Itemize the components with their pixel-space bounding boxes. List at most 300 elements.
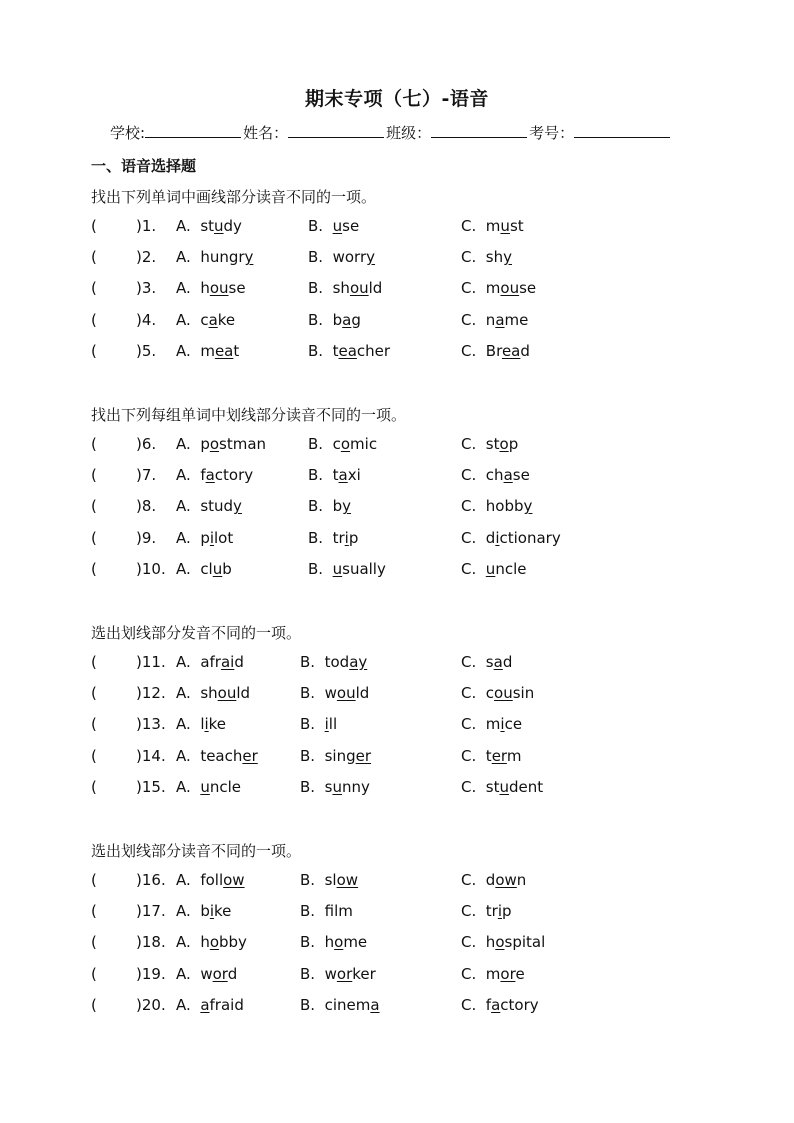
word-fragment: m [485, 279, 501, 298]
underlined-letters: u [332, 217, 343, 235]
name-field [243, 122, 386, 143]
option-letter: C. [461, 902, 477, 921]
option-c [461, 279, 536, 297]
answer-paren[interactable]: ( [91, 933, 97, 952]
option-letter: A. [176, 248, 191, 267]
underlined-letters: a [503, 466, 513, 485]
word-fragment: d [502, 653, 513, 671]
option-letter: B. [308, 528, 324, 547]
option-c [461, 715, 522, 733]
word-fragment: cinem [324, 995, 371, 1014]
question-row [0, 435, 794, 459]
option-a [176, 933, 247, 951]
word-fragment: ld [355, 684, 370, 703]
word-fragment: p [348, 528, 359, 547]
question-number: )18. [136, 933, 166, 952]
class-field [386, 122, 529, 143]
word-fragment: se [228, 279, 246, 298]
answer-paren[interactable]: ( [91, 559, 97, 578]
question-number: )14. [136, 746, 166, 765]
exam-number-blank[interactable] [574, 123, 670, 138]
option-letter: A. [176, 871, 191, 889]
option-letter: A. [176, 653, 191, 671]
option-letter: C. [461, 497, 477, 516]
option-letter: B. [308, 466, 324, 485]
underlined-letters: u [332, 777, 342, 796]
option-letter: A. [176, 902, 191, 921]
answer-paren[interactable]: ( [91, 653, 97, 671]
option-letter: B. [308, 497, 324, 516]
word-fragment: se [519, 279, 537, 298]
option-a [176, 217, 242, 235]
option-a [176, 684, 250, 702]
question-number: )9. [136, 528, 157, 547]
option-letter: C. [461, 777, 477, 796]
option-c [461, 902, 512, 920]
answer-paren[interactable]: ( [91, 871, 97, 889]
option-letter: A. [176, 559, 191, 578]
word-fragment: h [200, 279, 210, 298]
option-letter: A. [176, 777, 191, 796]
word-fragment: ch [485, 466, 504, 485]
option-letter: C. [461, 995, 477, 1014]
option-b [300, 778, 370, 796]
option-a [176, 965, 237, 983]
underlined-letters: i [497, 902, 503, 921]
option-b [308, 342, 390, 360]
option-c [461, 217, 524, 235]
word-fragment: stud [200, 497, 234, 516]
word-fragment: p [200, 528, 210, 547]
option-c [461, 497, 532, 515]
word-fragment: sh [332, 279, 350, 298]
word-fragment: hungr [200, 248, 245, 267]
underlined-letters: a [491, 995, 501, 1014]
option-b [300, 747, 371, 765]
option-letter: B. [300, 871, 316, 889]
option-letter: A. [176, 497, 191, 516]
question-row [0, 933, 794, 957]
word-fragment: g [351, 310, 361, 329]
option-a [176, 466, 253, 484]
word-fragment: b [222, 559, 232, 578]
question-row [0, 747, 794, 771]
option-b [300, 653, 367, 671]
underlined-letters: a [495, 310, 505, 329]
word-fragment: c [485, 684, 495, 703]
question-row [0, 871, 794, 895]
underlined-letters: i [324, 715, 329, 734]
name-blank[interactable] [288, 123, 384, 138]
answer-paren[interactable]: ( [91, 341, 97, 360]
option-letter: A. [176, 310, 191, 329]
underlined-letters: a [208, 310, 218, 329]
underlined-letters: ea [214, 341, 234, 360]
word-fragment: mic [350, 435, 378, 453]
option-letter: A. [176, 528, 191, 547]
underlined-letters: ou [500, 279, 520, 298]
option-c [461, 248, 512, 266]
underlined-letters: ow [223, 871, 245, 889]
word-fragment: ld [368, 279, 383, 298]
option-a [176, 435, 266, 453]
underlined-letters: o [340, 435, 351, 453]
option-c [461, 965, 525, 983]
underlined-letters: ay [349, 653, 368, 671]
underlined-letters: i [209, 528, 215, 547]
school-label: 学校: [110, 124, 146, 142]
option-letter: A. [176, 964, 191, 983]
option-letter: B. [300, 902, 316, 921]
underlined-letters: a [493, 653, 503, 671]
question-number: )10. [136, 559, 166, 578]
student-info-row [110, 122, 672, 143]
word-fragment: m [485, 217, 501, 235]
option-letter: C. [461, 746, 477, 765]
option-b [308, 217, 359, 235]
section-instruction: 选出划线部分发音不同的一项。 [91, 624, 302, 642]
question-number: )15. [136, 777, 166, 796]
question-row [0, 996, 794, 1020]
question-row [0, 529, 794, 553]
answer-paren[interactable]: ( [91, 777, 97, 796]
word-fragment: ke [217, 310, 236, 329]
word-fragment: b [200, 902, 210, 921]
underlined-letters: ou [217, 684, 237, 703]
option-c [461, 778, 543, 796]
option-letter: C. [461, 653, 477, 671]
option-c [461, 933, 545, 951]
option-letter: C. [461, 435, 477, 453]
word-fragment: cher [356, 341, 391, 360]
option-b [300, 871, 358, 889]
word-fragment: st [200, 217, 215, 235]
underlined-letters: o [209, 933, 220, 952]
word-fragment: fraid [209, 995, 244, 1014]
option-letter: C. [461, 559, 477, 578]
word-fragment: st [485, 777, 500, 796]
option-letter: A. [176, 466, 191, 485]
question-number: )16. [136, 871, 166, 889]
option-letter: A. [176, 684, 191, 703]
word-fragment: w [200, 964, 213, 983]
question-row [0, 902, 794, 926]
option-a [176, 902, 231, 920]
question-row [0, 466, 794, 490]
question-row [0, 497, 794, 521]
word-fragment: Br [485, 341, 502, 360]
word-fragment: t [332, 341, 339, 360]
option-a [176, 529, 233, 547]
option-letter: B. [300, 995, 316, 1014]
option-letter: B. [308, 248, 324, 267]
word-fragment: xi [347, 466, 361, 485]
name-label: 姓名： [243, 124, 289, 142]
word-fragment: f [200, 466, 206, 485]
option-letter: B. [300, 777, 316, 796]
word-fragment: b [332, 497, 343, 516]
question-row [0, 560, 794, 584]
option-letter: C. [461, 341, 477, 360]
word-fragment: st [509, 217, 524, 235]
word-fragment: f [485, 995, 492, 1014]
question-number: )4. [136, 310, 157, 329]
word-fragment: sually [342, 559, 386, 578]
underlined-letters: y [523, 497, 533, 516]
underlined-letters: ai [220, 653, 235, 671]
word-fragment: sh [200, 684, 218, 703]
answer-paren[interactable]: ( [91, 279, 97, 298]
word-fragment: h [324, 933, 335, 952]
answer-paren[interactable]: ( [91, 497, 97, 516]
question-row [0, 279, 794, 303]
word-fragment: tr [485, 902, 498, 921]
underlined-letters: ea [501, 341, 521, 360]
option-letter: B. [300, 715, 316, 734]
class-blank[interactable] [431, 123, 527, 138]
word-fragment: lm [334, 902, 353, 921]
question-number: )8. [136, 497, 157, 516]
word-fragment: sin [512, 684, 535, 703]
answer-paren[interactable]: ( [91, 684, 97, 703]
word-fragment: n [516, 871, 527, 889]
section-instruction: 找出下列单词中画线部分读音不同的一项。 [91, 188, 377, 206]
underlined-letters: a [205, 466, 215, 485]
underlined-letters: y [342, 497, 352, 516]
word-fragment: ctory [214, 466, 254, 485]
option-letter: A. [176, 279, 191, 298]
option-letter: B. [308, 341, 324, 360]
word-fragment: cl [200, 559, 213, 578]
option-letter: C. [461, 715, 477, 734]
option-b [308, 529, 358, 547]
option-letter: C. [461, 310, 477, 329]
option-letter: A. [176, 933, 191, 952]
underlined-letters: u [200, 777, 210, 796]
underlined-letters: i [209, 902, 215, 921]
underlined-letters: a [370, 995, 380, 1014]
word-fragment: ke [214, 902, 232, 921]
option-letter: C. [461, 684, 477, 703]
word-fragment: se [342, 217, 360, 235]
underlined-letters: er [491, 746, 507, 765]
option-b [300, 965, 376, 983]
word-fragment: ce [504, 715, 523, 734]
option-letter: C. [461, 964, 477, 983]
underlined-letters: ea [338, 341, 357, 360]
option-c [461, 653, 512, 671]
question-number: )17. [136, 902, 166, 921]
answer-paren[interactable]: ( [91, 435, 97, 453]
option-letter: A. [176, 341, 191, 360]
word-fragment: w [324, 964, 337, 983]
word-fragment: s [485, 653, 494, 671]
question-row [0, 653, 794, 677]
option-a [176, 653, 244, 671]
word-fragment: p [502, 902, 512, 921]
word-fragment: me [504, 310, 529, 329]
option-letter: C. [461, 248, 477, 267]
option-a [176, 778, 241, 796]
underlined-letters: or [500, 964, 516, 983]
class-label: 班级： [386, 124, 432, 142]
word-fragment: se [512, 466, 530, 485]
question-number: )3. [136, 279, 157, 298]
word-fragment: p [200, 435, 210, 453]
question-row [0, 311, 794, 335]
underlined-letters: y [503, 248, 513, 267]
option-letter: B. [300, 964, 316, 983]
underlined-letters: ou [349, 279, 369, 298]
word-fragment: st [485, 435, 500, 453]
underlined-letters: i [500, 715, 505, 734]
question-number: )20. [136, 995, 166, 1014]
word-fragment: c [200, 310, 209, 329]
underlined-letters: or [212, 964, 228, 983]
word-fragment: d [227, 964, 238, 983]
school-blank[interactable] [145, 123, 241, 138]
word-fragment: stman [219, 435, 267, 453]
question-number: )5. [136, 341, 157, 360]
word-fragment: lot [214, 528, 234, 547]
underlined-letters: o [334, 933, 344, 952]
option-letter: A. [176, 435, 191, 453]
word-fragment: f [324, 902, 335, 921]
exam-number-label: 考号： [529, 124, 575, 142]
option-a [176, 747, 258, 765]
underlined-letters: u [500, 217, 510, 235]
option-letter: A. [176, 217, 191, 235]
word-fragment: worr [332, 248, 367, 267]
answer-paren[interactable]: ( [91, 902, 97, 921]
underlined-letters: a [342, 310, 352, 329]
word-fragment: p [508, 435, 519, 453]
underlined-letters: y [244, 248, 254, 267]
word-fragment: t [332, 466, 339, 485]
option-letter: A. [176, 746, 191, 765]
answer-paren[interactable]: ( [91, 248, 97, 267]
question-number: )6. [136, 435, 157, 453]
word-fragment: m [485, 964, 501, 983]
option-b [308, 248, 375, 266]
word-fragment: dent [509, 777, 544, 796]
option-c [461, 311, 528, 329]
option-c [461, 342, 530, 360]
word-fragment: spital [504, 933, 546, 952]
word-fragment: s [324, 777, 333, 796]
underlined-letters: ou [494, 684, 513, 703]
word-fragment: hobb [485, 497, 524, 516]
question-number: )11. [136, 653, 166, 671]
underlined-letters: a [200, 995, 210, 1014]
option-a [176, 342, 239, 360]
option-a [176, 497, 242, 515]
answer-paren[interactable]: ( [91, 466, 97, 485]
option-b [308, 466, 361, 484]
word-fragment: n [485, 310, 496, 329]
answer-paren[interactable]: ( [91, 528, 97, 547]
underlined-letters: i [495, 528, 500, 547]
option-b [300, 684, 369, 702]
option-a [176, 715, 226, 733]
part-heading: 一、语音选择题 [91, 157, 197, 175]
word-fragment: h [200, 933, 210, 952]
option-b [300, 902, 353, 920]
word-fragment: w [324, 684, 337, 703]
answer-paren[interactable]: ( [91, 964, 97, 983]
word-fragment: tr [332, 528, 345, 547]
question-row [0, 342, 794, 366]
word-fragment: m [506, 746, 522, 765]
option-letter: B. [308, 279, 324, 298]
option-c [461, 996, 539, 1014]
option-letter: B. [308, 559, 324, 578]
option-letter: A. [176, 995, 191, 1014]
word-fragment: l [200, 715, 205, 734]
underlined-letters: or [336, 964, 353, 983]
word-fragment: h [485, 933, 496, 952]
word-fragment: nny [341, 777, 370, 796]
option-a [176, 248, 253, 266]
underlined-letters: i [344, 528, 349, 547]
word-fragment: me [343, 933, 368, 952]
underlined-letters: u [212, 559, 223, 578]
word-fragment: sing [324, 746, 356, 765]
word-fragment: foll [200, 871, 224, 889]
word-fragment: d [485, 528, 496, 547]
word-fragment: teach [200, 746, 243, 765]
question-number: )12. [136, 684, 166, 703]
question-number: )19. [136, 964, 166, 983]
option-b [308, 560, 386, 578]
exam-number-field [529, 122, 672, 143]
underlined-letters: o [495, 933, 505, 952]
option-c [461, 747, 521, 765]
answer-paren[interactable]: ( [91, 310, 97, 329]
option-letter: B. [300, 746, 316, 765]
option-b [308, 311, 361, 329]
word-fragment: dy [223, 217, 242, 235]
word-fragment: m [485, 715, 501, 734]
option-c [461, 466, 530, 484]
answer-paren[interactable]: ( [91, 995, 97, 1014]
option-b [308, 279, 382, 297]
option-c [461, 529, 561, 547]
word-fragment: t [233, 341, 240, 360]
underlined-letters: ow [495, 871, 517, 889]
question-number: )13. [136, 715, 166, 734]
answer-paren[interactable]: ( [91, 715, 97, 734]
underlined-letters: i [204, 715, 209, 734]
option-b [300, 715, 337, 733]
underlined-letters: a [338, 466, 348, 485]
word-fragment: tod [324, 653, 350, 671]
underlined-letters: ou [209, 279, 229, 298]
underlined-letters: y [366, 248, 376, 267]
answer-paren[interactable]: ( [91, 746, 97, 765]
word-fragment: d [485, 871, 496, 889]
page-title: 期末专项（七）-语音 [305, 88, 489, 110]
underlined-letters: u [214, 217, 224, 235]
word-fragment: sh [485, 248, 504, 267]
word-fragment: ll [328, 715, 338, 734]
section-instruction: 找出下列每组单词中划线部分读音不同的一项。 [91, 406, 407, 424]
answer-paren[interactable]: ( [91, 217, 97, 235]
question-row [0, 684, 794, 708]
option-c [461, 435, 518, 453]
word-fragment: ld [236, 684, 251, 703]
underlined-letters: o [499, 435, 509, 453]
